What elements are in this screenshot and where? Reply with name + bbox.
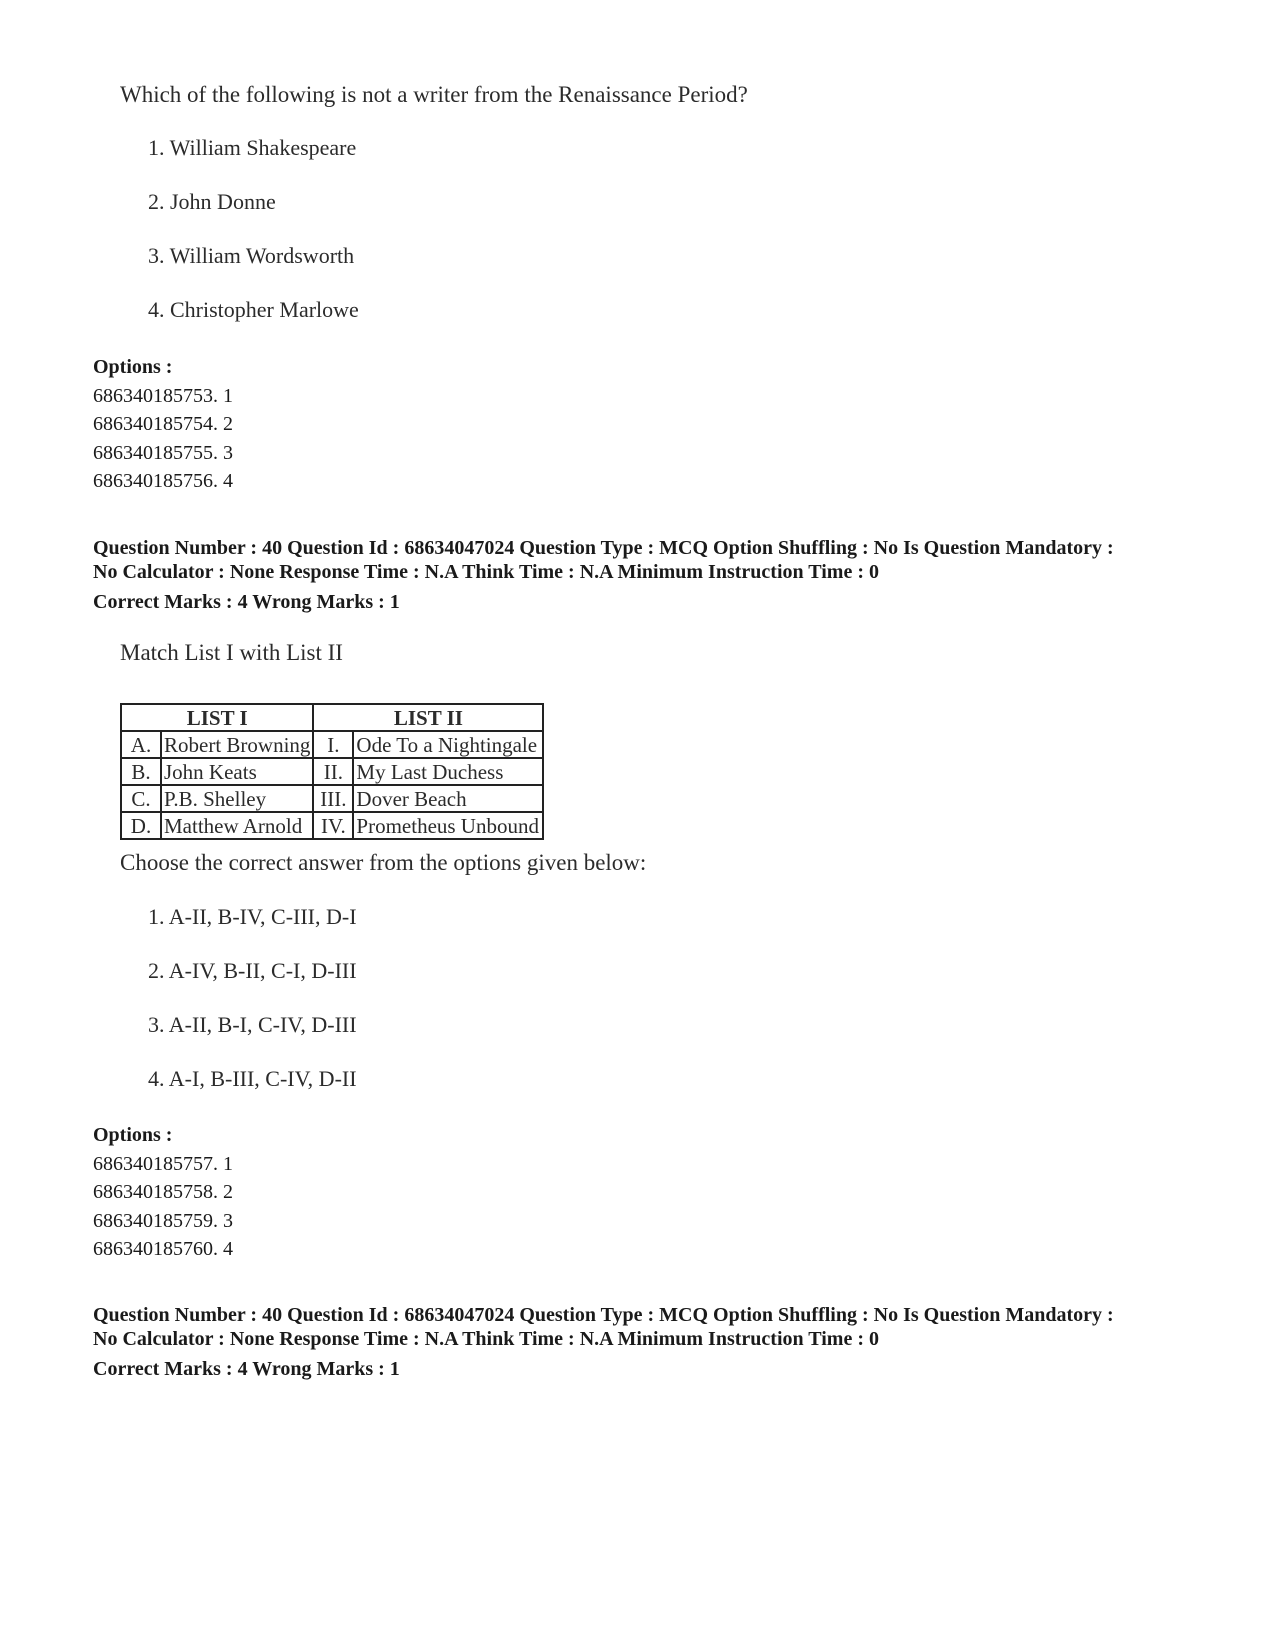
option-id: 686340185759. 3 bbox=[93, 1210, 233, 1232]
marks-line: Correct Marks : 4 Wrong Marks : 1 bbox=[93, 591, 400, 613]
match-table bbox=[120, 703, 544, 840]
list2-header: LIST II bbox=[313, 704, 543, 731]
list1-item: P.B. Shelley bbox=[161, 785, 313, 812]
list1-key: B. bbox=[121, 758, 161, 785]
table-row bbox=[121, 812, 543, 839]
option-id: 686340185753. 1 bbox=[93, 385, 233, 407]
list2-item: Ode To a Nightingale bbox=[353, 731, 543, 758]
question-meta-line: No Calculator : None Response Time : N.A Think Time : N.A Minimum Instruction Time : 0 bbox=[93, 1328, 879, 1350]
option-id: 686340185755. 3 bbox=[93, 442, 233, 464]
list1-key: A. bbox=[121, 731, 161, 758]
answer-choice: 3. William Wordsworth bbox=[148, 243, 355, 268]
table-row bbox=[121, 785, 543, 812]
list1-item: Matthew Arnold bbox=[161, 812, 313, 839]
answer-choice: 1. A-II, B-IV, C-III, D-I bbox=[148, 904, 357, 929]
question-meta-line: No Calculator : None Response Time : N.A Think Time : N.A Minimum Instruction Time : 0 bbox=[93, 561, 879, 583]
option-id: 686340185754. 2 bbox=[93, 413, 233, 435]
list1-item: Robert Browning bbox=[161, 731, 313, 758]
answer-choice: 1. William Shakespeare bbox=[148, 135, 357, 160]
question-text: Match List I with List II bbox=[120, 640, 343, 665]
question-text: Which of the following is not a writer from the Renaissance Period? bbox=[120, 82, 748, 107]
list2-key: I. bbox=[313, 731, 353, 758]
option-id: 686340185758. 2 bbox=[93, 1181, 233, 1203]
table-row bbox=[121, 731, 543, 758]
answer-choice: 4. A-I, B-III, C-IV, D-II bbox=[148, 1066, 357, 1091]
list2-item: My Last Duchess bbox=[353, 758, 543, 785]
answer-choice: 2. A-IV, B-II, C-I, D-III bbox=[148, 958, 357, 983]
list1-key: D. bbox=[121, 812, 161, 839]
list1-item: John Keats bbox=[161, 758, 313, 785]
list1-header: LIST I bbox=[121, 704, 313, 731]
list2-item: Prometheus Unbound bbox=[353, 812, 543, 839]
question-meta-line: Question Number : 40 Question Id : 68634047024 Question Type : MCQ Option Shuffling : No Is Question Mandatory : bbox=[93, 1304, 1114, 1326]
answer-choice: 2. John Donne bbox=[148, 189, 276, 214]
list2-key: III. bbox=[313, 785, 353, 812]
answer-choice: 3. A-II, B-I, C-IV, D-III bbox=[148, 1012, 357, 1037]
option-id: 686340185760. 4 bbox=[93, 1238, 233, 1260]
list2-key: II. bbox=[313, 758, 353, 785]
question-meta-line: Question Number : 40 Question Id : 68634047024 Question Type : MCQ Option Shuffling : No Is Question Mandatory : bbox=[93, 537, 1114, 559]
list1-key: C. bbox=[121, 785, 161, 812]
options-heading: Options : bbox=[93, 356, 173, 378]
marks-line: Correct Marks : 4 Wrong Marks : 1 bbox=[93, 1358, 400, 1380]
table-header-row bbox=[121, 704, 543, 731]
list2-key: IV. bbox=[313, 812, 353, 839]
table-row bbox=[121, 758, 543, 785]
option-id: 686340185757. 1 bbox=[93, 1153, 233, 1175]
options-heading: Options : bbox=[93, 1124, 173, 1146]
option-id: 686340185756. 4 bbox=[93, 470, 233, 492]
instruction-text: Choose the correct answer from the options given below: bbox=[120, 850, 647, 875]
answer-choice: 4. Christopher Marlowe bbox=[148, 297, 359, 322]
list2-item: Dover Beach bbox=[353, 785, 543, 812]
